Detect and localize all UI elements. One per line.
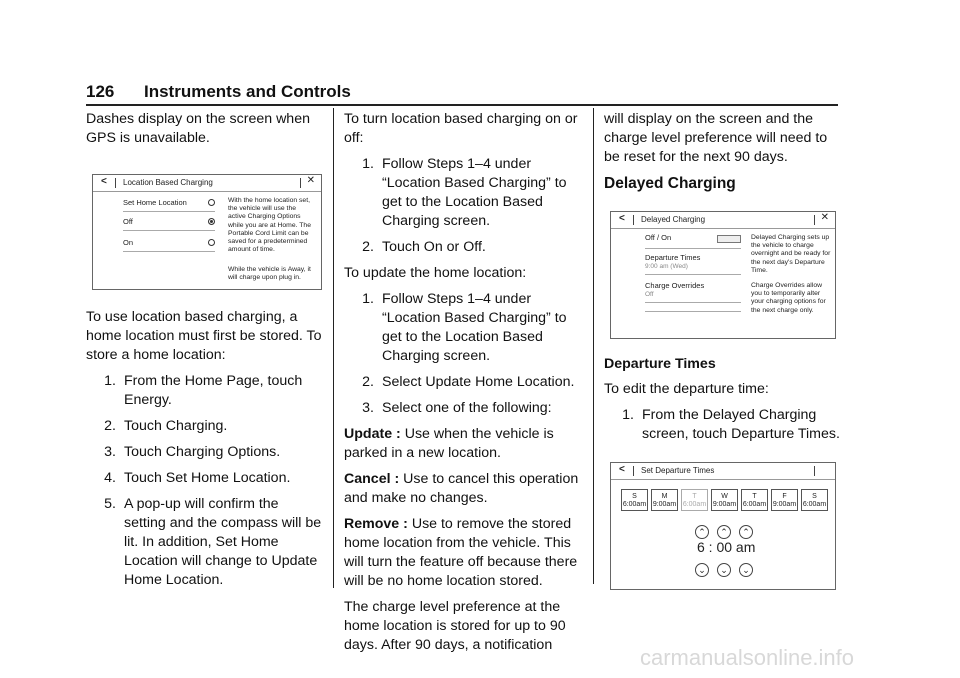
- paragraph: will display on the screen and the charge level preference will need to be reset for the next 90 days.: [604, 111, 828, 165]
- step-number: 2.: [362, 374, 374, 390]
- divider: [300, 178, 301, 188]
- option-off-on[interactable]: [645, 234, 741, 249]
- divider: [645, 310, 741, 312]
- day-selector: [621, 489, 828, 511]
- paragraph: To turn location based charging on or off:: [344, 111, 578, 146]
- close-icon[interactable]: ✕: [820, 212, 829, 223]
- radio-icon[interactable]: [208, 199, 215, 206]
- divider: [814, 215, 815, 225]
- step-text: Select Update Home Location.: [382, 374, 575, 390]
- steps-list: [86, 372, 324, 590]
- ampm-up-arrow-icon[interactable]: ⌃: [739, 525, 753, 539]
- definition-update: [344, 425, 582, 463]
- column-2: [344, 110, 582, 662]
- divider: [633, 466, 634, 476]
- definition-remove: [344, 515, 582, 591]
- radio-selected-icon[interactable]: [208, 218, 215, 225]
- screen-titlebar: [93, 175, 321, 192]
- day-time: 9:00am: [712, 501, 737, 508]
- term: Cancel :: [344, 471, 400, 487]
- day-button[interactable]: [651, 489, 678, 511]
- step-text: Touch Charging Options.: [124, 444, 281, 460]
- option-sublabel: Off: [645, 290, 654, 298]
- day-letter: S: [632, 493, 637, 500]
- list-item: [94, 443, 324, 462]
- day-time: 6:00am: [802, 501, 827, 508]
- step-text: Touch Set Home Location.: [124, 470, 291, 486]
- divider: [633, 215, 634, 225]
- hour-down-arrow-icon[interactable]: ⌄: [695, 563, 709, 577]
- option-departure-times[interactable]: [645, 254, 741, 275]
- option-off[interactable]: [123, 218, 215, 231]
- radio-icon[interactable]: [208, 239, 215, 246]
- list-item: [94, 495, 324, 590]
- step-number: 4.: [104, 470, 116, 486]
- section-title: Instruments and Controls: [144, 82, 351, 101]
- step-number: 1.: [622, 407, 634, 423]
- set-departure-times-screen: [610, 462, 836, 590]
- day-time: 9:00am: [652, 501, 677, 508]
- toggle-switch[interactable]: [717, 235, 741, 243]
- list-item: [352, 290, 582, 366]
- column-divider-2: [593, 108, 594, 584]
- option-charge-overrides[interactable]: [645, 282, 741, 303]
- time-display: 6 : 00 am: [697, 539, 756, 555]
- option-set-home-location[interactable]: [123, 199, 215, 212]
- day-letter: F: [782, 493, 787, 500]
- paragraph: To edit the departure time:: [604, 381, 769, 397]
- step-text: Select one of the following:: [382, 400, 552, 416]
- step-number: 3.: [362, 400, 374, 416]
- list-item: [352, 238, 582, 257]
- divider: [814, 466, 815, 476]
- day-time: 6:00am: [682, 501, 707, 508]
- list-item: [94, 417, 324, 436]
- page-number: 126: [86, 82, 115, 101]
- day-letter: M: [661, 493, 668, 500]
- day-button[interactable]: [621, 489, 648, 511]
- step-text: Touch Charging.: [124, 418, 228, 434]
- description: Use to remove the stored home location from the vehicle. This will turn the feature off because there will be no home location stored.: [344, 516, 578, 589]
- step-number: 1.: [362, 156, 374, 172]
- day-letter: T: [692, 493, 697, 500]
- paragraph: The charge level preference at the home location is stored for up to 90 days. After 90 days, a notification: [344, 599, 566, 653]
- option-label: Off: [123, 217, 133, 226]
- day-button[interactable]: [801, 489, 828, 511]
- option-label: Off / On: [645, 233, 672, 242]
- screen-titlebar: [611, 212, 835, 229]
- option-label: Departure Times: [645, 253, 701, 262]
- option-sublabel: 9:00 am (Wed): [645, 262, 688, 270]
- column-1: [86, 110, 324, 597]
- close-icon[interactable]: ✕: [306, 175, 315, 186]
- minute-down-arrow-icon[interactable]: ⌄: [717, 563, 731, 577]
- page-header: [86, 82, 838, 106]
- screen-titlebar: [611, 463, 835, 480]
- list-item: [94, 372, 324, 410]
- column-3: [604, 110, 840, 590]
- column-divider-1: [333, 108, 334, 588]
- day-time: 9:00am: [772, 501, 797, 508]
- ampm-down-arrow-icon[interactable]: ⌄: [739, 563, 753, 577]
- screen-title: Set Departure Times: [641, 466, 715, 475]
- option-label: On: [123, 238, 134, 247]
- day-letter: T: [752, 493, 757, 500]
- intro-text: Dashes display on the screen when GPS is unavailable.: [86, 111, 310, 146]
- step-text: Follow Steps 1–4 under “Location Based Charging” to get to the Location Based Charging screen.: [382, 291, 567, 364]
- paragraph: To use location based charging, a home location must first be stored. To store a home location:: [86, 309, 322, 363]
- subheading: Departure Times: [604, 356, 716, 372]
- step-number: 3.: [104, 444, 116, 460]
- description: Use to cancel this operation and make no changes.: [344, 471, 579, 506]
- day-button[interactable]: [681, 489, 708, 511]
- screen-title: Location Based Charging: [123, 178, 213, 187]
- location-charging-screen: [92, 174, 322, 290]
- step-number: 1.: [104, 373, 116, 389]
- list-item: [352, 399, 582, 418]
- step-text: From the Home Page, touch Energy.: [124, 373, 303, 408]
- step-text: Follow Steps 1–4 under “Location Based Charging” to get to the Location Based Charging screen.: [382, 156, 567, 229]
- minute-up-arrow-icon[interactable]: ⌃: [717, 525, 731, 539]
- list-item: [352, 373, 582, 392]
- paragraph: To update the home location:: [344, 265, 527, 281]
- list-item: [352, 155, 582, 231]
- list-item: [612, 406, 840, 444]
- day-time: 6:00am: [622, 501, 647, 508]
- header-rule: [86, 104, 838, 106]
- option-label: Charge Overrides: [645, 281, 705, 290]
- info-note: With the home location set, the vehicle will use the active Charging Options while you are at Home. The Portable Cord Limit can be saved for a predetermined amount of time.: [228, 197, 311, 254]
- steps-list-a: [344, 155, 582, 257]
- day-letter: S: [812, 493, 817, 500]
- info-note-overrides: Charge Overrides allow you to temporarily alter your charging options for the next charge only.: [751, 282, 826, 314]
- step-number: 5.: [104, 496, 116, 512]
- day-letter: W: [721, 493, 728, 500]
- definition-cancel: [344, 470, 582, 508]
- step-number: 2.: [362, 239, 374, 255]
- hour-up-arrow-icon[interactable]: ⌃: [695, 525, 709, 539]
- description: Use when the vehicle is parked in a new location.: [344, 426, 554, 461]
- step-text: A pop-up will confirm the setting and the compass will be lit. In addition, Set Home Location will change to Update Home Location.: [124, 496, 322, 588]
- watermark: carmanualsonline.info: [640, 645, 855, 670]
- back-arrow-icon[interactable]: <: [619, 464, 625, 475]
- info-note: Delayed Charging sets up the vehicle to charge overnight and be ready for the next day's Departure Time.: [751, 234, 831, 274]
- step-text: From the Delayed Charging screen, touch Departure Times.: [642, 407, 840, 442]
- term: Remove :: [344, 516, 408, 532]
- day-time: 6:00am: [742, 501, 767, 508]
- steps-list: [604, 406, 840, 444]
- back-arrow-icon[interactable]: <: [101, 176, 107, 187]
- day-button[interactable]: [741, 489, 768, 511]
- delayed-charging-screen: [610, 211, 836, 339]
- info-note-away: While the vehicle is Away, it will charge upon plug in.: [228, 266, 311, 282]
- screen-title: Delayed Charging: [641, 215, 706, 224]
- step-text: Touch On or Off.: [382, 239, 486, 255]
- back-arrow-icon[interactable]: <: [619, 213, 625, 224]
- section-heading: Delayed Charging: [604, 175, 736, 192]
- list-item: [94, 469, 324, 488]
- day-button[interactable]: [711, 489, 738, 511]
- step-number: 2.: [104, 418, 116, 434]
- divider: [115, 178, 116, 188]
- steps-list-b: [344, 290, 582, 418]
- option-on[interactable]: [123, 239, 215, 252]
- day-button[interactable]: [771, 489, 798, 511]
- step-number: 1.: [362, 291, 374, 307]
- term: Update :: [344, 426, 401, 442]
- option-label: Set Home Location: [123, 198, 187, 207]
